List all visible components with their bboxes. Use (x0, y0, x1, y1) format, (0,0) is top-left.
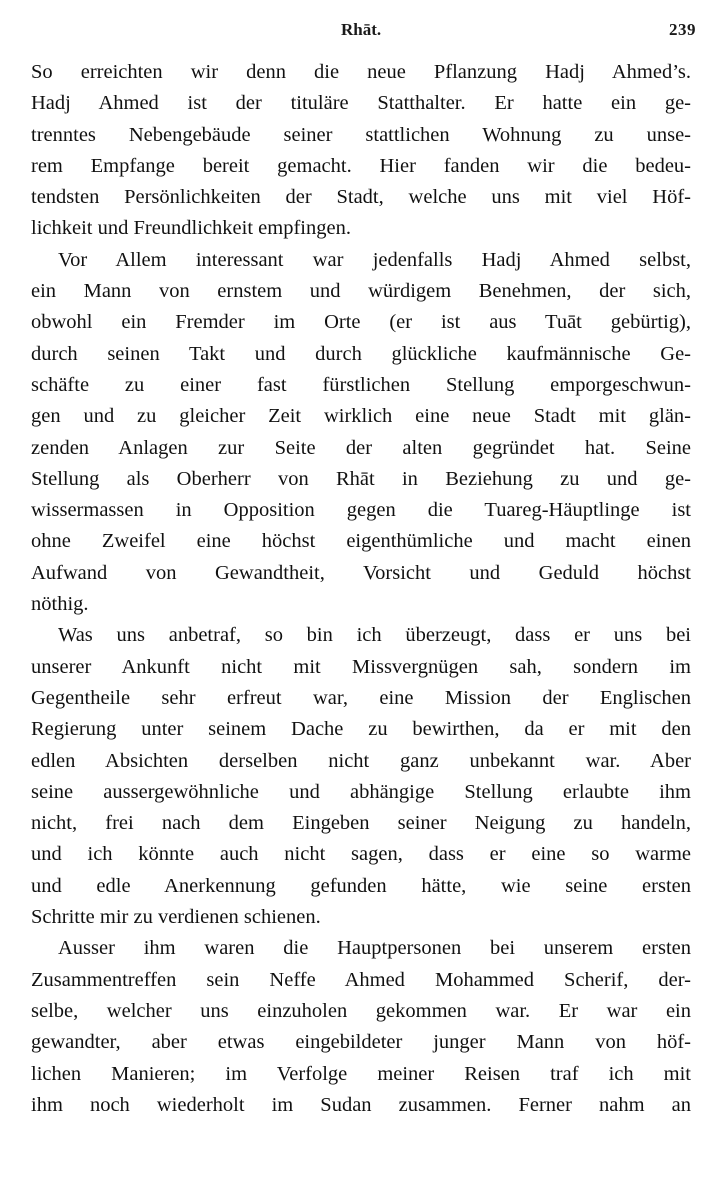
text-line: ihm noch wiederholt im Sudan zusammen. Ferner nahm an (31, 1093, 691, 1116)
running-head (31, 20, 696, 48)
text-line: wissermassen in Opposition gegen die Tuareg-Häuptlinge ist (31, 499, 691, 522)
text-line: gewandter, aber etwas eingebildeter junger Mann von höf- (31, 1031, 691, 1054)
text-line: ohne Zweifel eine höchst eigenthümliche und macht einen (31, 530, 691, 553)
text-line: rem Empfange bereit gemacht. Hier fanden wir die bedeu- (31, 154, 691, 177)
text-line: nöthig. (31, 593, 89, 616)
text-line: Aufwand von Gewandtheit, Vorsicht und Geduld höchst (31, 561, 691, 584)
text-line: seine aussergewöhnliche und abhängige Stellung erlaubte ihm (31, 780, 691, 803)
text-line: nicht, frei nach dem Eingeben seiner Neigung zu handeln, (31, 812, 691, 835)
text-line: schäfte zu einer fast fürstlichen Stellung emporgeschwun- (31, 373, 691, 396)
text-line: lichen Manieren; im Verfolge meiner Reisen traf ich mit (31, 1062, 691, 1085)
text-line: selbe, welcher uns einzuholen gekommen war. Er war ein (31, 999, 691, 1022)
text-line: gen und zu gleicher Zeit wirklich eine neue Stadt mit glän- (31, 405, 691, 428)
text-line: Gegentheile sehr erfreut war, eine Mission der Englischen (31, 686, 691, 709)
text-line: Zusammentreffen sein Neffe Ahmed Mohammed Scherif, der- (31, 968, 691, 991)
text-line: tendsten Persönlichkeiten der Stadt, welche uns mit viel Höf- (31, 186, 691, 209)
text-line: obwohl ein Fremder im Orte (er ist aus Tuāt gebürtig), (31, 311, 691, 334)
text-line: und ich könnte auch nicht sagen, dass er eine so warme (31, 843, 691, 866)
text-line: So erreichten wir denn die neue Pflanzung Hadj Ahmed’s. (31, 61, 691, 83)
paragraph-start-line: Ausser ihm waren die Hauptpersonen bei unserem ersten (58, 937, 691, 960)
text-line: Stellung als Oberherr von Rhāt in Beziehung zu und ge- (31, 467, 691, 490)
text-line: unserer Ankunft nicht mit Missvergnügen sah, sondern im (31, 655, 691, 678)
text-line: ein Mann von ernstem und würdigem Benehmen, der sich, (31, 280, 691, 303)
page-number: 239 (669, 20, 696, 39)
text-line: trenntes Nebengebäude seiner stattlichen Wohnung zu unse- (31, 123, 691, 146)
running-title: Rhāt. (341, 20, 382, 39)
text-line: Hadj Ahmed ist der tituläre Statthalter. Er hatte ein ge- (31, 92, 691, 115)
text-line: durch seinen Takt und durch glückliche kaufmännische Ge- (31, 342, 691, 365)
text-line: edlen Absichten derselben nicht ganz unbekannt war. Aber (31, 749, 691, 772)
text-line: Regierung unter seinem Dache zu bewirthen, da er mit den (31, 718, 691, 741)
paragraph-start-line: Vor Allem interessant war jedenfalls Hadj Ahmed selbst, (58, 248, 691, 271)
text-line: zenden Anlagen zur Seite der alten gegründet hat. Seine (31, 436, 691, 459)
text-line: Schritte mir zu verdienen schienen. (31, 906, 321, 929)
text-line: lichkeit und Freundlichkeit empfingen. (31, 217, 351, 240)
text-line: und edle Anerkennung gefunden hätte, wie seine ersten (31, 874, 691, 897)
body-text (31, 57, 691, 1121)
paragraph-start-line: Was uns anbetraf, so bin ich überzeugt, dass er uns bei (58, 624, 691, 647)
